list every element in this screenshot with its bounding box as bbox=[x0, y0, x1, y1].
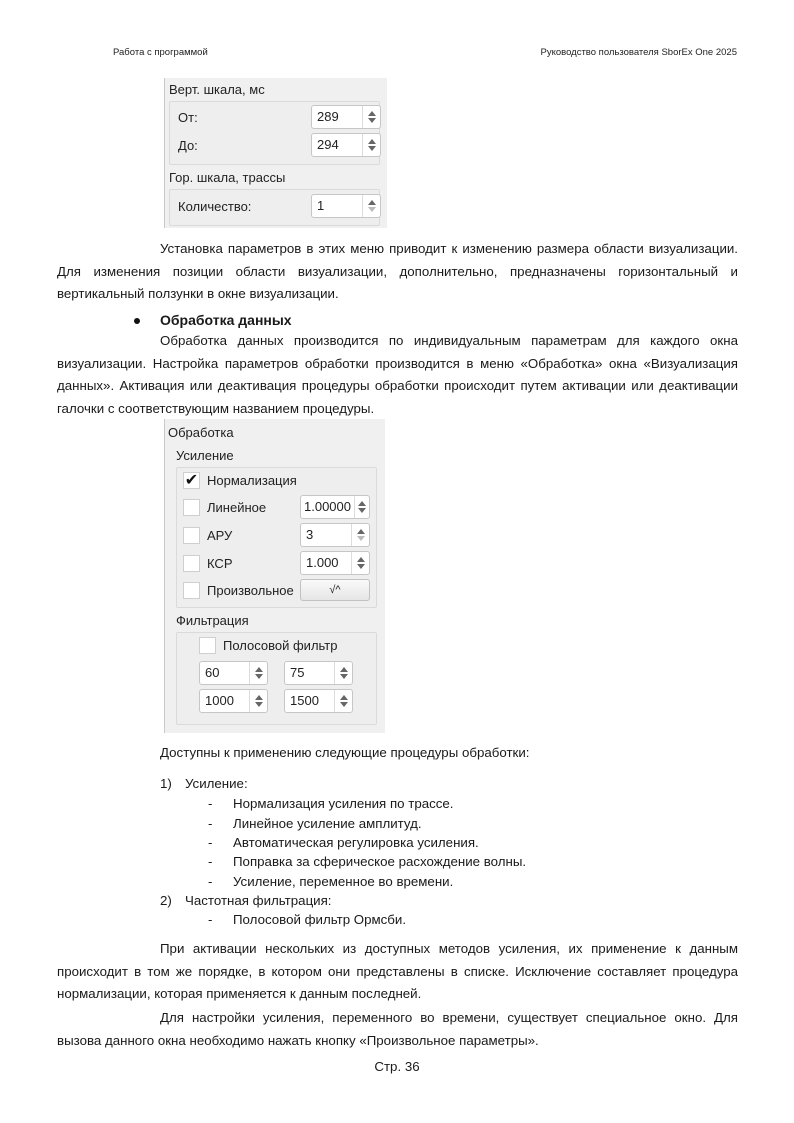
bandpass-checkbox[interactable] bbox=[199, 637, 216, 654]
spin-up-icon[interactable] bbox=[368, 139, 376, 144]
spin-down-icon[interactable] bbox=[368, 118, 376, 123]
list-item: Линейное усиление амплитуд. bbox=[233, 816, 422, 831]
paragraph-processing-description bbox=[57, 330, 738, 420]
spin-up-icon[interactable] bbox=[340, 667, 348, 672]
spin-up-icon[interactable] bbox=[358, 501, 366, 506]
list-dash: - bbox=[208, 835, 213, 850]
vert-scale-title: Верт. шкала, мс bbox=[169, 82, 265, 97]
filter-f1-arrows[interactable] bbox=[249, 662, 267, 684]
ksr-spin-arrows[interactable] bbox=[351, 552, 369, 574]
spin-up-icon[interactable] bbox=[357, 557, 365, 562]
agc-checkbox[interactable] bbox=[183, 527, 200, 544]
paragraph-tvg-window bbox=[57, 1007, 738, 1052]
paragraph-gain-order bbox=[57, 938, 738, 1006]
filter-f3-value[interactable]: 1000 bbox=[205, 693, 234, 708]
from-label: От: bbox=[178, 110, 198, 125]
hor-scale-title: Гор. шкала, трассы bbox=[169, 170, 286, 185]
filter-f2-value[interactable]: 75 bbox=[290, 665, 305, 680]
ksr-checkbox[interactable] bbox=[183, 555, 200, 572]
to-spin-arrows[interactable] bbox=[362, 134, 380, 156]
spin-down-icon[interactable] bbox=[340, 702, 348, 707]
ksr-value[interactable]: 1.000 bbox=[306, 555, 339, 570]
count-label: Количество: bbox=[178, 199, 252, 214]
paragraph-scale-description bbox=[57, 238, 738, 306]
list-dash: - bbox=[208, 854, 213, 869]
spin-up-icon[interactable] bbox=[357, 529, 365, 534]
hor-scale-group bbox=[169, 189, 380, 226]
spin-down-icon bbox=[357, 536, 365, 541]
agc-spinbox[interactable] bbox=[300, 523, 370, 547]
to-label: До: bbox=[178, 138, 198, 153]
filter-f1-spinbox[interactable] bbox=[199, 661, 268, 685]
list-num-2: 2) bbox=[160, 893, 172, 908]
from-spin-arrows[interactable] bbox=[362, 106, 380, 128]
processing-title: Обработка bbox=[168, 425, 234, 440]
filter-f4-spinbox[interactable] bbox=[284, 689, 353, 713]
normalization-label: Нормализация bbox=[207, 473, 297, 488]
count-spin-arrows[interactable] bbox=[362, 195, 380, 217]
list-num-1: 1) bbox=[160, 776, 172, 791]
list-intro: Доступны к применению следующие процедуры обработки: bbox=[160, 745, 530, 760]
spin-down-icon[interactable] bbox=[358, 508, 366, 513]
list-item: Полосовой фильтр Ормсби. bbox=[233, 912, 407, 927]
paragraph-2-text: Обработка данных производится по индивидуальным параметрам для каждого окна визуализации. Настройка параметров обработки производится в меню «Обработка» окна «Визуализация данных». Активация или деактивация процедуры обработки происходит путем активации или деактивации галочки с соответствующим названием процедуры. bbox=[57, 333, 738, 416]
list-dash: - bbox=[208, 796, 213, 811]
linear-value[interactable]: 1.00000 bbox=[304, 499, 351, 514]
check-icon: ✔ bbox=[184, 471, 199, 489]
linear-label: Линейное bbox=[207, 500, 267, 515]
spin-down-icon[interactable] bbox=[340, 674, 348, 679]
filter-f1-value[interactable]: 60 bbox=[205, 665, 220, 680]
processing-panel bbox=[164, 419, 385, 733]
spin-down-icon[interactable] bbox=[357, 564, 365, 569]
spin-up-icon[interactable] bbox=[368, 200, 376, 205]
to-spinbox[interactable] bbox=[311, 133, 381, 157]
bullet-icon bbox=[134, 318, 140, 324]
ksr-spinbox[interactable] bbox=[300, 551, 370, 575]
normalization-checkbox[interactable] bbox=[183, 472, 200, 489]
count-value[interactable]: 1 bbox=[317, 198, 325, 213]
spin-up-icon[interactable] bbox=[255, 667, 263, 672]
list-item: Нормализация усиления по трассе. bbox=[233, 796, 454, 811]
scale-panel bbox=[164, 78, 387, 228]
filter-title: Фильтрация bbox=[176, 613, 249, 628]
gain-title: Усиление bbox=[176, 448, 234, 463]
list-label-1: Усиление: bbox=[185, 776, 248, 791]
custom-label: Произвольное bbox=[207, 583, 294, 598]
gain-group bbox=[176, 467, 377, 608]
section-heading bbox=[134, 312, 292, 328]
custom-checkbox[interactable] bbox=[183, 582, 200, 599]
count-spinbox[interactable] bbox=[311, 194, 381, 218]
list-dash: - bbox=[208, 912, 213, 927]
filter-f2-arrows[interactable] bbox=[334, 662, 352, 684]
linear-checkbox[interactable] bbox=[183, 499, 200, 516]
spin-down-icon[interactable] bbox=[255, 674, 263, 679]
filter-f4-arrows[interactable] bbox=[334, 690, 352, 712]
filter-f4-value[interactable]: 1500 bbox=[290, 693, 319, 708]
from-value[interactable]: 289 bbox=[317, 109, 339, 124]
agc-value[interactable]: 3 bbox=[306, 527, 314, 542]
spin-down-icon[interactable] bbox=[255, 702, 263, 707]
agc-spin-arrows[interactable] bbox=[351, 524, 369, 546]
filter-f3-arrows[interactable] bbox=[249, 690, 267, 712]
list-dash: - bbox=[208, 816, 213, 831]
spin-up-icon[interactable] bbox=[255, 695, 263, 700]
list-item: Поправка за сферическое расхождение волны. bbox=[233, 854, 527, 869]
header-left: Работа с программой bbox=[113, 47, 208, 58]
agc-label: АРУ bbox=[207, 528, 233, 543]
filter-group bbox=[176, 632, 377, 725]
paragraph-1-text: Установка параметров в этих меню приводит к изменению размера области визуализации. Для изменения позиции области визуализации, дополнительно, предназначены горизонтальный и вертикальный ползунки в окне визуализации. bbox=[57, 241, 738, 301]
paragraph-3-text: При активации нескольких из доступных методов усиления, их применение к данным происходит в том же порядке, в котором они представлены в списке. Исключение составляет процедура нормализации, которая применяется к данным последней. bbox=[57, 941, 738, 1001]
waveform-icon: √^ bbox=[329, 584, 341, 596]
list-item: Усиление, переменное во времени. bbox=[233, 874, 454, 889]
linear-spinbox[interactable] bbox=[300, 495, 370, 519]
from-spinbox[interactable] bbox=[311, 105, 381, 129]
bandpass-label: Полосовой фильтр bbox=[223, 638, 338, 653]
to-value[interactable]: 294 bbox=[317, 137, 339, 152]
linear-spin-arrows[interactable] bbox=[354, 496, 369, 518]
vert-scale-group bbox=[169, 101, 380, 165]
header-right: Руководство пользователя SborEx One 2025 bbox=[540, 47, 737, 58]
paragraph-4-text: Для настройки усиления, переменного во времени, существует специальное окно. Для вызова данного окна необходимо нажать кнопку «Произвольное параметры». bbox=[57, 1010, 738, 1048]
spin-down-icon[interactable] bbox=[368, 146, 376, 151]
filter-f3-spinbox[interactable] bbox=[199, 689, 268, 713]
ksr-label: КСР bbox=[207, 556, 233, 571]
list-label-2: Частотная фильтрация: bbox=[185, 893, 332, 908]
list-item: Автоматическая регулировка усиления. bbox=[233, 835, 479, 850]
filter-f2-spinbox[interactable] bbox=[284, 661, 353, 685]
list-dash: - bbox=[208, 874, 213, 889]
page-number: Стр. 36 bbox=[374, 1059, 420, 1074]
spin-up-icon[interactable] bbox=[368, 111, 376, 116]
custom-params-button[interactable] bbox=[300, 579, 370, 601]
spin-up-icon[interactable] bbox=[340, 695, 348, 700]
section-heading-text: Обработка данных bbox=[160, 312, 292, 328]
spin-down-icon bbox=[368, 207, 376, 212]
